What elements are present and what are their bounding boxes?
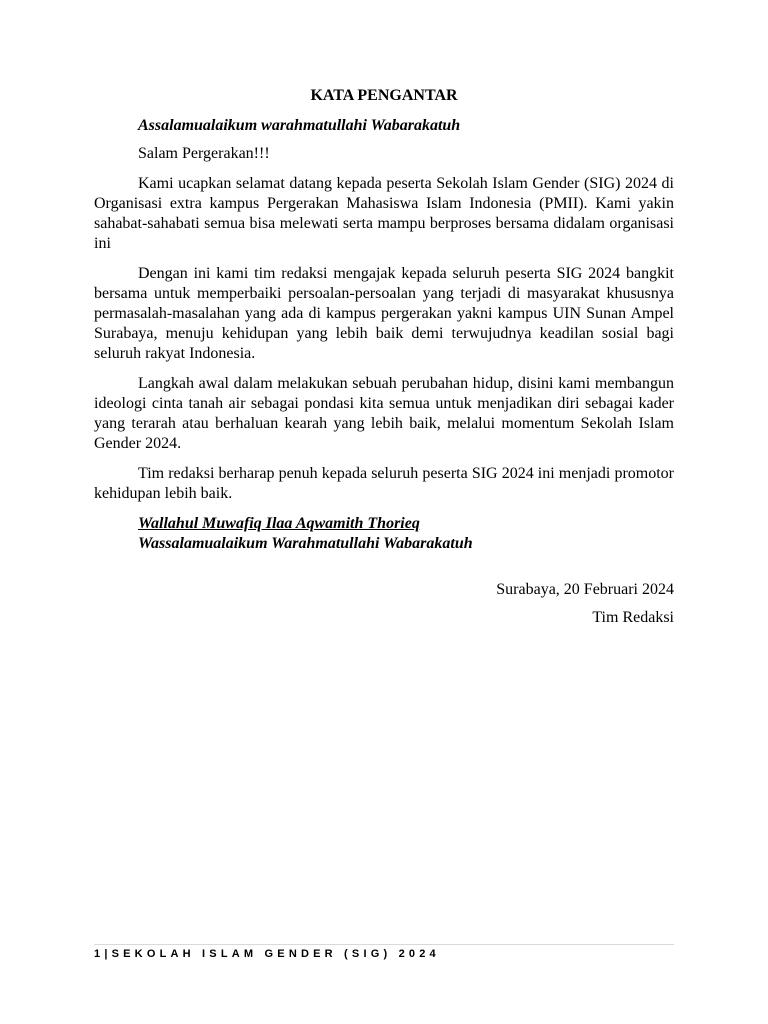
paragraph-first-step: Langkah awal dalam melakukan sebuah perubahan hidup, disini kami membangun ideologi cinta tanah air sebagai pondasi kita semua untuk menjadikan diri sebagai kader yang terarah atau berhaluan kearah yang lebih baik, melalui momentum Sekolah Islam Gender 2024.: [94, 375, 674, 452]
footer-separator: |: [104, 948, 112, 960]
page-footer: [94, 948, 440, 960]
closing-prayer: [94, 514, 674, 534]
document-page: [94, 84, 674, 628]
footer-divider: [94, 944, 674, 945]
place-date: Surabaya, 20 Februari 2024: [496, 581, 674, 598]
footer-label: SEKOLAH ISLAM GENDER (SIG) 2024: [111, 948, 440, 960]
closing-greeting: Wassalamualaikum Warahmatullahi Wabarakatuh: [138, 535, 473, 552]
salutation: Salam Pergerakan!!!: [138, 145, 270, 162]
paragraph-invitation: Dengan ini kami tim redaksi mengajak kepada seluruh peserta SIG 2024 bangkit bersama untuk memperbaiki persoalan-persoalan yang terjadi di masyarakat khususnya permasalah-masalahan yang ada di kampus pergerakan yakni kampus UIN Sunan Ampel Surabaya, menuju kehidupan yang lebih baik demi terwujudnya keadilan sosial bagi seluruh rakyat Indonesia.: [94, 265, 674, 362]
paragraph-welcome: Kami ucapkan selamat datang kepada peserta Sekolah Islam Gender (SIG) 2024 di Organisasi extra kampus Pergerakan Mahasiswa Islam Indonesia (PMII). Kami yakin sahabat-sahabati semua bisa melewati serta mampu berproses bersama didalam organisasi ini: [94, 175, 674, 252]
opening-greeting: Assalamualaikum warahmatullahi Wabarakatuh: [138, 117, 461, 134]
signer: Tim Redaksi: [592, 609, 674, 626]
page-number: 1: [94, 948, 105, 960]
document-title: KATA PENGANTAR: [310, 87, 458, 104]
closing-prayer-text: Wallahul Muwafiq Ilaa Aqwamith Thorieq: [138, 515, 420, 532]
paragraph-hope: Tim redaksi berharap penuh kepada seluruh peserta SIG 2024 ini menjadi promotor kehidupan lebih baik.: [94, 465, 674, 502]
